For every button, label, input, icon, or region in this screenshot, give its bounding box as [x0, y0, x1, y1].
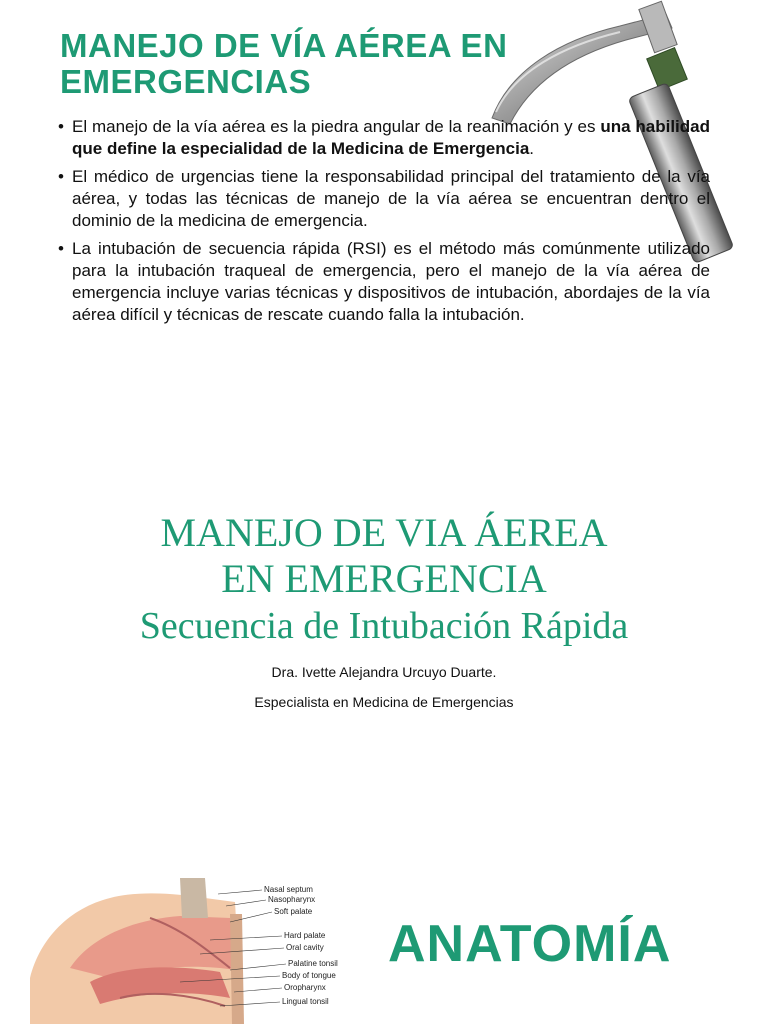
title-line-2: EN EMERGENCIA — [221, 556, 547, 601]
title-line-1: MANEJO DE VIA ÁEREA — [160, 510, 608, 555]
airway-anatomy-figure — [30, 878, 375, 1024]
figure-label: Oropharynx — [284, 983, 326, 992]
author-role: Especialista en Medicina de Emergencias — [254, 694, 514, 710]
figure-label: Hard palate — [284, 931, 326, 940]
bullet-text: El manejo de la vía aérea es la piedra angular de la reanimación y es — [72, 117, 601, 136]
bullet-list — [58, 116, 710, 332]
figure-label: Palatine tonsil — [288, 959, 338, 968]
bullet-text: La intubación de secuencia rápida (RSI) es el método más comúnmente utilizado para la intubación traqueal de emergencia, pero el manejo de la vía aérea de emergencia incluye varias técnicas y dispositivos de intubación, abordajes de la vía aérea difícil y técnicas de rescate cuando falla la intubación. — [72, 239, 710, 324]
figure-label: Lingual tonsil — [282, 997, 329, 1006]
figure-label: Soft palate — [274, 907, 313, 916]
bullet-item — [58, 238, 710, 326]
bullet-text: El médico de urgencias tiene la responsabilidad principal del tratamiento de la vía aérea, y todas las técnicas de manejo de la vía aérea se encuentran dentro el dominio de la medicina de emergencia. — [72, 167, 710, 230]
presentation-title — [0, 510, 768, 650]
bullet-text-end: . — [529, 139, 535, 158]
figure-label: Body of tongue — [282, 971, 336, 980]
bullet-marker: • — [58, 239, 64, 258]
bullet-marker: • — [58, 117, 64, 136]
bullet-item — [58, 116, 710, 160]
anatomy-title: ANATOMÍA — [388, 915, 672, 973]
figure-label: Nasopharynx — [268, 895, 316, 904]
bullet-item — [58, 166, 710, 232]
slide-title-page — [0, 480, 768, 740]
figure-label: Nasal septum — [264, 885, 313, 894]
bullet-marker: • — [58, 167, 64, 186]
presentation-subtitle: Secuencia de Intubación Rápida — [139, 605, 629, 647]
slide-airway-intro — [0, 0, 768, 380]
slide-anatomy — [0, 862, 768, 1024]
bullet-bold-text: una habilidad que define la especialidad de la Medicina de Emergencia — [72, 117, 711, 158]
figure-label: Oral cavity — [286, 943, 324, 952]
slide-title: MANEJO DE VÍA AÉREA EN EMERGENCIAS — [60, 27, 508, 100]
author-name: Dra. Ivette Alejandra Urcuyo Duarte. — [271, 664, 497, 680]
